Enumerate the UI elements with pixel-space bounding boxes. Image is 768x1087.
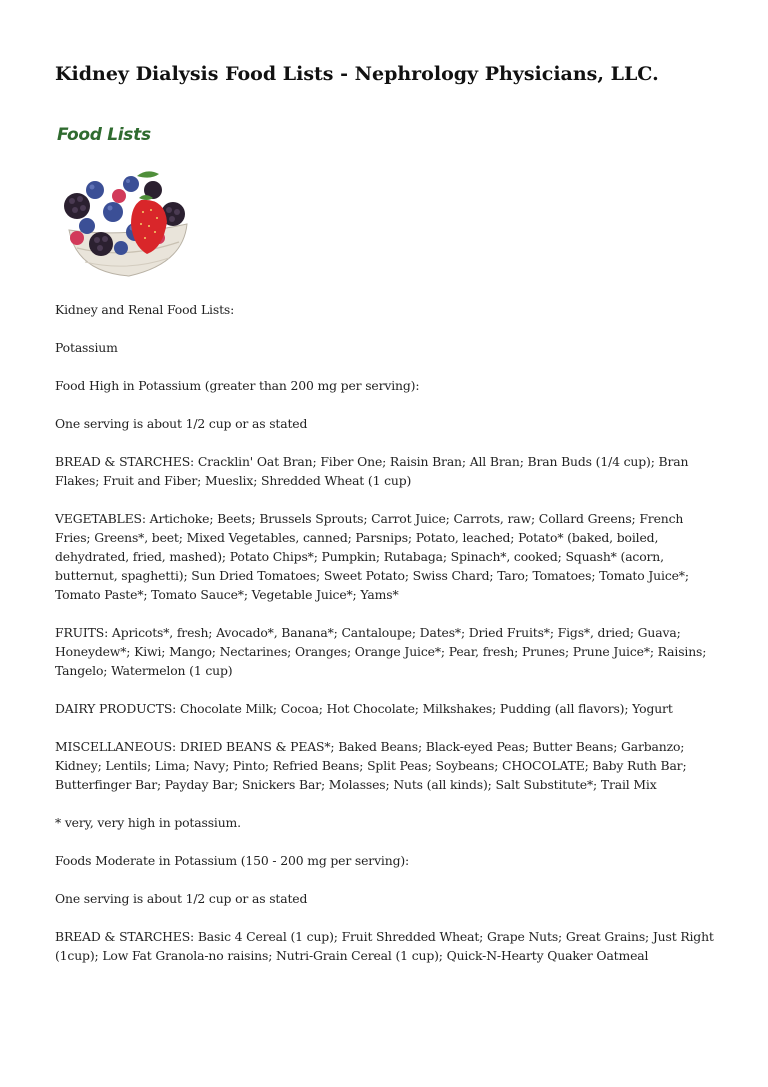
paragraph-bread-starches-high: BREAD & STARCHES: Cracklin' Oat Bran; Fiber One; Raisin Bran; All Bran; Bran Buds (1/4 cup); Bran Flakes; Fruit and Fiber; Mueslix; Shredded Wheat (1 cup): [55, 454, 689, 488]
paragraph-serving-note: One serving is about 1/2 cup or as stated: [55, 416, 308, 431]
paragraph-footnote: * very, very high in potassium.: [55, 815, 241, 830]
paragraph-high-potassium-heading: Food High in Potassium (greater than 200 mg per serving):: [55, 378, 420, 393]
food-lists-logo: Food Lists: [57, 125, 151, 145]
paragraph-potassium-heading: Potassium: [55, 340, 118, 355]
food-list-content: [55, 300, 715, 984]
paragraph-miscellaneous-high: MISCELLANEOUS: DRIED BEANS & PEAS*; Baked Beans; Black-eyed Peas; Butter Beans; Garbanzo; Kidney; Lentils; Lima; Navy; Pinto; Refried Beans; Split Peas; Soybeans; CHOCOLATE; Baby Ruth Bar; Butterfinger Bar; Payday Bar; Snickers Bar; Molasses; Nuts (all kinds); Salt Substitute*; Trail Mix: [55, 739, 687, 792]
paragraph-intro: Kidney and Renal Food Lists:: [55, 302, 235, 317]
paragraph-serving-note-moderate: One serving is about 1/2 cup or as stated: [55, 891, 308, 906]
paragraph-fruits-high: FRUITS: Apricots*, fresh; Avocado*, Banana*; Cantaloupe; Dates*; Dried Fruits*; Figs*, dried; Guava; Honeydew*; Kiwi; Mango; Nectarines; Oranges; Orange Juice*; Pear, fresh; Prunes; Prune Juice*; Raisins; Tangelo; Watermelon (1 cup): [55, 625, 707, 678]
paragraph-bread-starches-moderate: BREAD & STARCHES: Basic 4 Cereal (1 cup); Fruit Shredded Wheat; Grape Nuts; Great Grains; Just Right (1cup); Low Fat Granola-no raisins; Nutri-Grain Cereal (1 cup); Quick-N-Hearty Quaker Oatmeal: [55, 929, 714, 963]
paragraph-moderate-potassium-heading: Foods Moderate in Potassium (150 - 200 mg per serving):: [55, 853, 410, 868]
fruit-bowl-icon: [55, 168, 193, 282]
page-title: Kidney Dialysis Food Lists - Nephrology Physicians, LLC.: [55, 63, 659, 85]
paragraph-vegetables-high: VEGETABLES: Artichoke; Beets; Brussels Sprouts; Carrot Juice; Carrots, raw; Collard Greens; French Fries; Greens*, beet; Mixed Vegetables, canned; Parsnips; Potato, leached; Potato* (baked, boiled, dehydrated, fried, mashed); Potato Chips*; Pumpkin; Rutabaga; Spinach*, cooked; Squash* (acorn, butternut, spaghetti); Sun Dried Tomatoes; Sweet Potato; Swiss Chard; Taro; Tomatoes; Tomato Juice*; Tomato Paste*; Tomato Sauce*; Vegetable Juice*; Yams*: [55, 511, 689, 602]
paragraph-dairy-high: DAIRY PRODUCTS: Chocolate Milk; Cocoa; Hot Chocolate; Milkshakes; Pudding (all flavors); Yogurt: [55, 701, 673, 716]
